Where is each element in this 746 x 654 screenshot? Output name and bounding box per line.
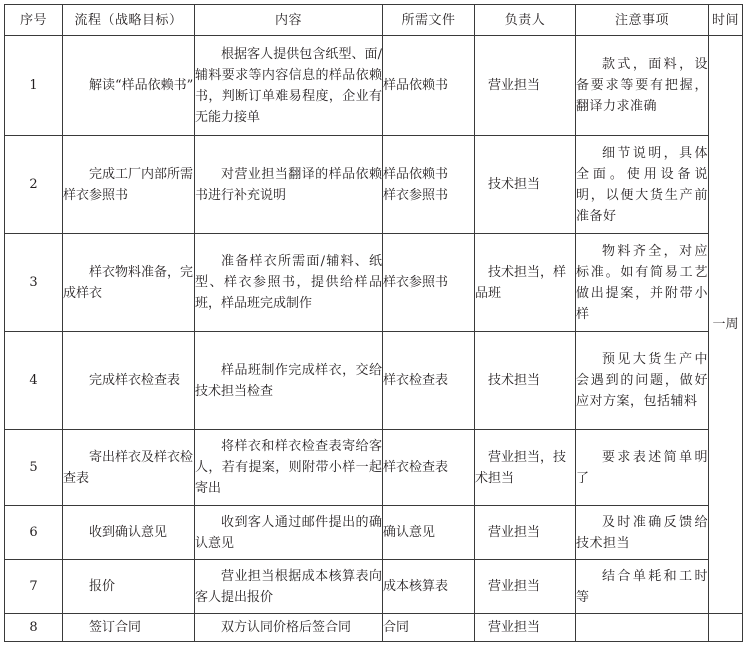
header-note: 注意事项 [576, 5, 709, 36]
row-doc-text: 样品依赖书样衣参照书 [383, 166, 449, 203]
row-note [576, 332, 709, 430]
row-no: 7 [5, 560, 63, 614]
row-note [576, 234, 709, 332]
row-doc [383, 136, 475, 234]
row-content [195, 36, 383, 136]
row-no: 3 [5, 234, 63, 332]
header-owner: 负责人 [475, 5, 576, 36]
row-owner [475, 506, 576, 560]
row-step-text: 寄出样衣及样衣检查表 [63, 449, 194, 486]
row-note-text: 款式，面料，设备要求等要有把握，翻译力求准确 [576, 57, 708, 114]
row-doc [383, 234, 475, 332]
row-doc-text: 样衣参照书 [383, 275, 449, 290]
row-note-text: 预见大货生产中会遇到的问题，做好应对方案，包括辅料 [576, 352, 708, 409]
header-row [5, 5, 743, 36]
row-content-text: 准备样衣所需面/辅料、纸型、样衣参照书，提供给样品班，样品班完成制作 [195, 254, 382, 311]
row-doc [383, 560, 475, 614]
row-owner [475, 560, 576, 614]
row-owner-text: 营业担当 [488, 579, 541, 594]
row-owner [475, 332, 576, 430]
row-content-text: 样品班制作完成样衣，交给技术担当检查 [195, 362, 382, 399]
row-step [63, 506, 195, 560]
row-owner-text: 营业担当 [488, 525, 541, 540]
row-content [195, 332, 383, 430]
table-row [5, 234, 743, 332]
row-doc [383, 36, 475, 136]
row-note [576, 36, 709, 136]
row-doc-text: 确认意见 [383, 525, 436, 540]
row-step-text: 完成工厂内部所需样衣参照书 [63, 166, 194, 203]
row-content [195, 136, 383, 234]
header-no: 序号 [5, 5, 63, 36]
row-step [63, 234, 195, 332]
header-step: 流程（战略目标） [63, 5, 195, 36]
row-owner-text: 技术担当 [488, 373, 541, 388]
row-content-text: 将样衣和样衣检查表寄给客人，若有提案，则附带小样一起寄出 [195, 439, 382, 496]
table-row [5, 332, 743, 430]
row-content [195, 234, 383, 332]
table-row [5, 430, 743, 506]
table-row [5, 136, 743, 234]
row-note-text: 物料齐全，对应标准。如有简易工艺做出提案，并附带小样 [576, 243, 708, 322]
row-content-text: 对营业担当翻译的样品依赖书进行补充说明 [195, 166, 382, 203]
row-doc-text: 成本核算表 [383, 579, 449, 594]
header-doc: 所需文件 [383, 5, 475, 36]
row-doc [383, 506, 475, 560]
row-step [63, 430, 195, 506]
row-step-text: 报价 [89, 579, 116, 594]
row-step [63, 614, 195, 642]
row-owner [475, 136, 576, 234]
row-note [576, 560, 709, 614]
row-content-text: 双方认同价格后签合同 [221, 620, 352, 635]
row-note [576, 506, 709, 560]
row-owner [475, 36, 576, 136]
row-no: 1 [5, 36, 63, 136]
row-content [195, 560, 383, 614]
row-owner-text: 技术担当，样品班 [475, 264, 567, 301]
row-content-text: 根据客人提供包含纸型、面/辅料要求等内容信息的样品依赖书，判断订单难易程度，企业有无能力接单 [195, 46, 382, 125]
row-doc [383, 614, 475, 642]
row-no: 6 [5, 506, 63, 560]
row-step [63, 136, 195, 234]
row-step-text: 收到确认意见 [89, 525, 168, 540]
time-cell: 一周 [709, 36, 743, 614]
row-note [576, 430, 709, 506]
row-owner [475, 614, 576, 642]
row-no: 8 [5, 614, 63, 642]
row-doc [383, 332, 475, 430]
row-doc-text: 样衣检查表 [383, 373, 449, 388]
table-row [5, 36, 743, 136]
time-cell-empty [709, 614, 743, 642]
row-step-text: 签订合同 [89, 620, 142, 635]
row-content [195, 506, 383, 560]
header-time: 时间 [709, 5, 743, 36]
table-row [5, 560, 743, 614]
row-step-text: 解读“样品依赖书” [89, 78, 194, 93]
row-doc-text: 合同 [383, 620, 410, 635]
row-note-text: 要求表述简单明了 [576, 449, 708, 486]
row-note-text: 及时准确反馈给技术担当 [576, 514, 708, 551]
row-no: 4 [5, 332, 63, 430]
row-doc [383, 430, 475, 506]
row-doc-text: 样衣检查表 [383, 460, 449, 475]
row-content [195, 430, 383, 506]
row-note [576, 136, 709, 234]
row-owner-text: 营业担当 [488, 78, 541, 93]
row-content [195, 614, 383, 642]
row-step [63, 332, 195, 430]
table-row [5, 506, 743, 560]
row-step-text: 样衣物料准备，完成样衣 [63, 264, 194, 301]
row-no: 5 [5, 430, 63, 506]
row-owner-text: 营业担当 [488, 620, 541, 635]
row-owner [475, 234, 576, 332]
row-step [63, 36, 195, 136]
row-note-text: 细节说明，具体全面。使用设备说明，以便大货生产前准备好 [576, 145, 708, 224]
row-step-text: 完成样衣检查表 [89, 373, 181, 388]
row-note-text: 结合单耗和工时等 [576, 568, 708, 605]
process-table [4, 4, 743, 642]
row-content-text: 营业担当根据成本核算表向客人提出报价 [195, 568, 382, 605]
row-no: 2 [5, 136, 63, 234]
row-note [576, 614, 709, 642]
row-doc-text: 样品依赖书 [383, 78, 449, 93]
row-owner-text: 营业担当，技术担当 [475, 449, 567, 486]
row-step [63, 560, 195, 614]
table-row [5, 614, 743, 642]
header-content: 内容 [195, 5, 383, 36]
row-owner [475, 430, 576, 506]
row-owner-text: 技术担当 [488, 177, 541, 192]
row-content-text: 收到客人通过邮件提出的确认意见 [195, 514, 382, 551]
